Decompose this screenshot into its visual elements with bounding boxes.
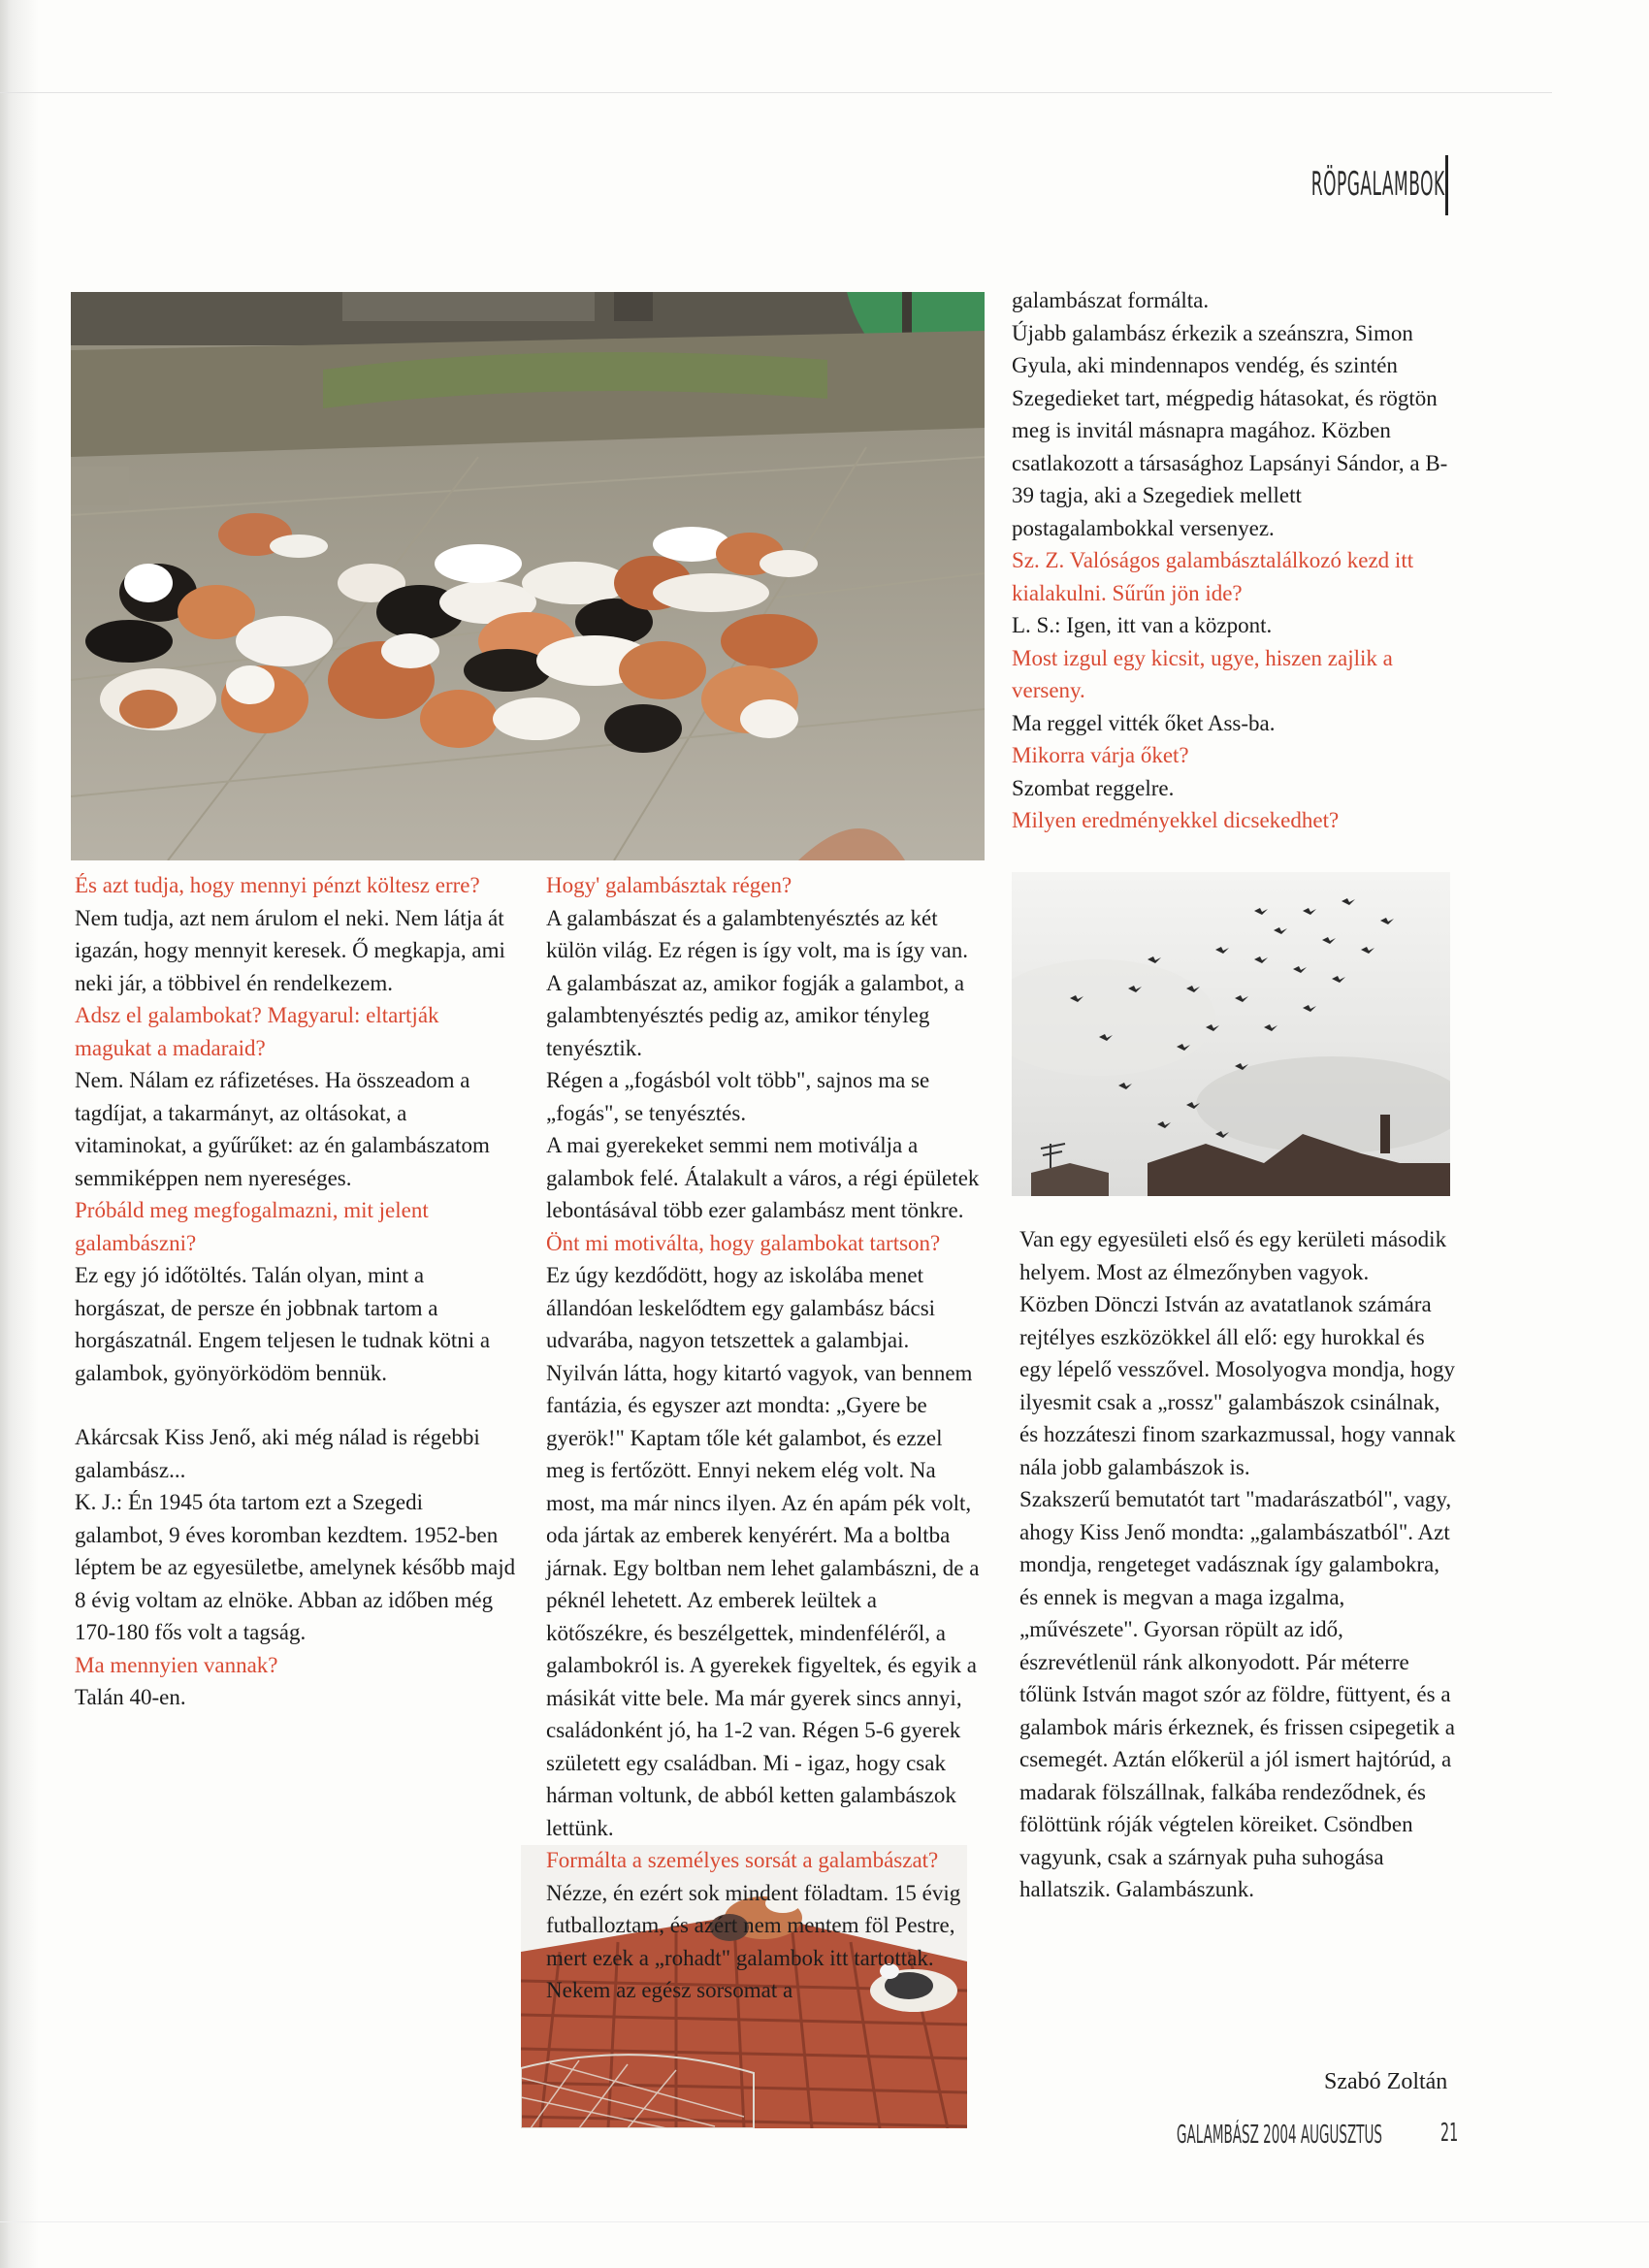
body-paragraph: K. J.: Én 1945 óta tartom ezt a Szegedi galambot, 9 éves koromban kezdtem. 1952-ben léptem be az egyesületbe, amelynek később majd 8 évig voltam az elnöke. Abban az időben még 170-180 fős volt a tagság. <box>75 1490 516 1644</box>
body-paragraph: Szakszerű bemutatót tart "madarászatból", vagy, ahogy Kiss Jenő mondta: „galambászatból". Azt mondja, rengeteget vadásznak így galambokra, és ennek is megvan a maga izgalma, „művészete". Gyorsan röpült az idő, észrevétlenül ránk alkonyodott. Pár méterre tőlünk István magot szór az földre, füttyent, és a galambok máris érkeznek, és frissen csipegetik a csemegét. Aztán előkerül a jól ismert hajtórúd, a madarak fölszállnak, falkába rendeződnek, és fölöttünk róják végtelen köreiket. Csöndben vagyunk, csak a szárnyak puha suhogása hallatszik. Galambászunk. <box>1019 1487 1455 1901</box>
body-paragraph: Régen a „fogásból volt több", sajnos ma se „fogás", se tenyésztés. <box>546 1068 930 1125</box>
flock-in-sky-image <box>1012 872 1450 1196</box>
main-photo <box>71 292 985 860</box>
body-paragraph: Nézze, én ezért sok mindent föladtam. 15 évig futballoztam, és azért nem mentem föl Pestre, mert ezek a „rohadt" galambok itt tartottak. Nekem az egész sorsomat a <box>546 1880 961 2002</box>
interview-question: Mikorra várja őket? <box>1012 743 1189 767</box>
body-paragraph: Talán 40-en. <box>75 1685 186 1709</box>
body-paragraph: Nem. Nálam ez ráfizetéses. Ha összeadom a tagdíjat, a takarmányt, az oltásokat, a vitaminokat, a gyűrűket: az én galambászatom semmiképpen nem nyereséges. <box>75 1068 490 1190</box>
body-paragraph: A galambászat és a galambtenyésztés az két külön világ. Ez régen is így volt, ma is így van. A galambászat az, amikor fogják a galambot, a galambtenyésztés pedig az, amikor tényleg tenyésztik. <box>546 905 969 1060</box>
article-column-1 <box>75 869 516 1714</box>
interview-question: Ma mennyien vannak? <box>75 1652 278 1677</box>
body-paragraph: Nem tudja, azt nem árulom el neki. Nem látja át igazán, hogy mennyit keresek. Ő megkapja, ami neki jár, a többivel én rendelkezem. <box>75 905 505 995</box>
bottom-rule <box>0 2221 1649 2222</box>
interview-question: Formálta a személyes sorsát a galambászat? <box>546 1848 939 1872</box>
interview-question: Most izgul egy kicsit, ugye, hiszen zajlik a verseny. <box>1012 645 1393 702</box>
section-divider-bar <box>1445 155 1448 215</box>
article-column-2 <box>546 869 985 2007</box>
pigeons-courtyard-image <box>71 292 985 860</box>
body-paragraph: Van egy egyesületi első és egy kerületi második helyem. Most az élmezőnyben vagyok. <box>1019 1227 1447 1284</box>
body-paragraph: Ma reggel vitték őket Ass-ba. <box>1012 710 1276 735</box>
sky-photo <box>1012 872 1450 1196</box>
interview-question: Adsz el galambokat? Magyarul: eltartják magukat a madaraid? <box>75 1003 439 1060</box>
body-paragraph: Ez úgy kezdődött, hogy az iskolába menet állandóan leskelődtem egy galambász bácsi udvarába, nagyon tetszettek a galambjai. Nyilván látta, hogy kitartó vagyok, van bennem fantázia, és egyszer azt mondta: „Gyere be gyerök!" Kaptam tőle két galambot, és ezzel meg is fertőzött. Ennyi nekem elég volt. Na most, ma már nincs ilyen. Az én apám pék volt, oda jártak az emberek kenyérért. Ma a boltba járnak. Egy boltban nem lehet galambászni, de a péknél lehetett. Az emberek leültek a kötőszékre, és beszélgettek, mindenféléről, a galambokról is. A gyerekek figyeltek, és egyik a másikát vitte bele. Ma már gyerek sincs annyi, családonként jó, ha 1-2 van. Régen 5-6 gyerek született egy családban. Mi - igaz, hogy csak hárman voltunk, de abból ketten galambászok lettünk. <box>546 1263 980 1840</box>
interview-question: Önt mi motiválta, hogy galambokat tartson? <box>546 1230 941 1255</box>
interview-question: Próbáld meg megfogalmazni, mit jelent galambászni? <box>75 1198 429 1255</box>
article-column-3-bottom <box>1019 1223 1456 1906</box>
page-edge-shadow <box>0 0 39 2268</box>
footer-magazine-title: GALAMBÁSZ 2004 AUGUSZTUS <box>1177 2121 1382 2150</box>
article-column-3-top <box>1012 284 1458 837</box>
body-paragraph: galambászat formálta. <box>1012 288 1210 312</box>
interview-question: Milyen eredményekkel dicsekedhet? <box>1012 808 1340 832</box>
section-title: RÖPGALAMBOK <box>1311 165 1445 204</box>
body-paragraph: A mai gyerekeket semmi nem motiválja a galambok felé. Átalakult a város, a régi épületek lebontásával több ezer galambász ment tönkre. <box>546 1133 980 1222</box>
interview-question: Hogy' galambásztak régen? <box>546 873 792 897</box>
body-paragraph: Közben Dönczi István az avatatlanok számára rejtélyes eszközökkel áll elő: egy hurokkal és egy lépelő vesszővel. Mosolyogva mondja, hogy ilyesmit csak a „rossz" galambászok csinálnak, és hozzáteszi finom szarkazmussal, hogy vannak nála jobb galambászok is. <box>1019 1292 1456 1479</box>
author-signature: Szabó Zoltán <box>1324 2069 1448 2094</box>
interview-question: Sz. Z. Valóságos galambásztalálkozó kezd itt kialakulni. Sűrűn jön ide? <box>1012 548 1414 605</box>
page-number: 21 <box>1440 2119 1459 2148</box>
top-rule <box>0 92 1552 93</box>
body-paragraph: Ez egy jó időtöltés. Talán olyan, mint a horgászat, de persze én jobbnak tartom a horgászatnál. Engem teljesen le tudnak kötni a galambok, gyönyörködöm bennük. <box>75 1263 491 1385</box>
body-paragraph: Szombat reggelre. <box>1012 775 1175 800</box>
body-paragraph: Akárcsak Kiss Jenő, aki még nálad is régebbi galambász... <box>75 1425 480 1482</box>
paragraph-spacer <box>75 1389 516 1421</box>
body-paragraph: Újabb galambász érkezik a szeánszra, Simon Gyula, aki mindennapos vendég, és szintén Szegedieket tart, mégpedig hátasokat, és rögtön meg is invitál másnapra magához. Közben csatlakozott a társasághoz Lapsányi Sándor, a B-39 tagja, aki a Szegediek mellett postagalambokkal versenyez. <box>1012 320 1448 540</box>
interview-question: És azt tudja, hogy mennyi pénzt költesz erre? <box>75 873 480 897</box>
body-paragraph: L. S.: Igen, itt van a központ. <box>1012 613 1273 637</box>
